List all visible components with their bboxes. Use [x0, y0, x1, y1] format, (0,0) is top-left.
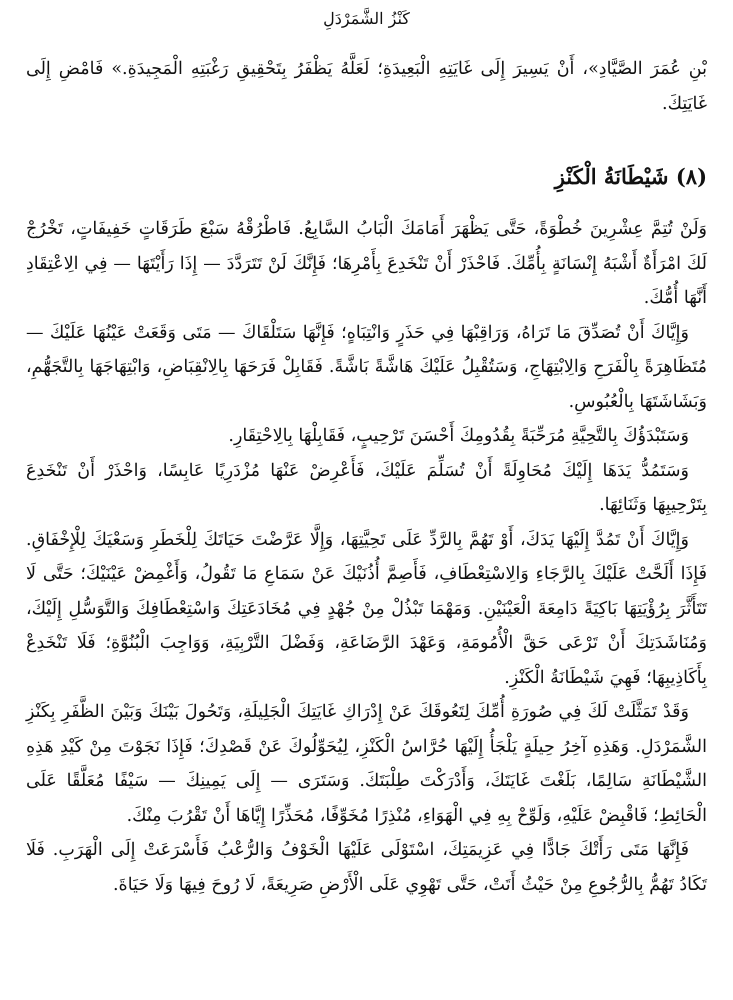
book-page [26, 0, 707, 1000]
paragraph-7: فَإِنَّهَا مَتَى رَأَتْكَ جَادًّا فِي عَزِيمَتِكَ، اسْتَوْلَى عَلَيْهَا الْخَوْفُ وَالرُّعْبُ فَأَسْرَعَتْ إِلَى الْهَرَبِ. فَلَا تَكَادُ تَهُمُّ بِالرُّجُوعِ مِنْ حَيْثُ أَتَتْ، حَتَّى تَهْوِي عَلَى الْأَرْضِ صَرِيعَةً، لَا رُوحَ فِيهَا وَلَا حَيَاةَ. [26, 840, 707, 895]
intro-paragraph: بْنِ عُمَرَ الصَّيَّادِ»، أَنْ يَسِيرَ إِلَى غَايَتِهِ الْبَعِيدَةِ؛ لَعَلَّهُ يَظْفَرُ بِتَحْقِيقِ رَغْبَتِهِ الْمَجِيدَةِ.» فَامْضِ إِلَى غَايَتِكَ. [26, 59, 707, 114]
paragraph-2: وَإِيَّاكَ أَنْ تُصَدِّقَ مَا تَرَاهُ، وَرَاقِبْهَا فِي حَذَرٍ وَانْتِبَاهٍ؛ فَإِنَّهَا سَتَلْقَاكَ — مَتَى وَقَعَتْ عَيْنُهَا عَلَيْكَ — مُتَظَاهِرَةً بِالْفَرَحِ وَالِابْتِهَاجِ، وَسَتُقْبِلُ عَلَيْكَ هَاشَّةً بَاشَّةً. فَقَابِلْ فَرَحَهَا بِالِانْقِبَاضِ، وَابْتِهَاجَهَا بِالتَّجَهُّمِ، وَبَشَاشَتَهَا بِالْعُبُوسِ. [26, 322, 707, 412]
paragraph-3: وَسَتَبْدَؤُكَ بِالتَّحِيَّةِ مُرَحِّبَةً بِقُدُومِكَ أَحْسَنَ تَرْحِيبٍ، فَقَابِلْهَا بِالِاحْتِقَارِ. [228, 426, 689, 446]
running-title: كَنْزُ الشَّمَرْدَلِ [323, 9, 410, 28]
chapter-body [26, 212, 707, 902]
paragraph-6: وَقَدْ تَمَثَّلَتْ لَكَ فِي صُورَةِ أُمِّكَ لِتَعُوقَكَ عَنْ إِدْرَاكِ غَايَتِكَ الْجَلِيلَةِ، وَتَحُولَ بَيْنَكَ وَبَيْنَ الظَّفَرِ بِكَنْزِ الشَّمَرْدَلِ. وَهَذِهِ آخِرُ حِيلَةٍ يَلْجَأُ إِلَيْهَا حُرَّاسُ الْكَنْزِ، لِيُحَوِّلُوكَ عَنْ قَصْدِكَ؛ فَإِذَا نَجَوْتَ مِنْ كَيْدِ هَذِهِ الشَّيْطَانَةِ سَالِمًا، بَلَغْتَ غَايَتَكَ، وَأَدْرَكْتَ طِلْبَتَكَ. وَسَتَرَى — إِلَى يَمِينِكَ — سَيْفًا مُعَلَّقًا عَلَى الْحَائِطِ؛ فَاقْبِضْ عَلَيْهِ، وَلَوِّحْ بِهِ فِي الْهَوَاءِ، مُنْذِرًا مُخَوِّفًا، مُحَذِّرًا إِيَّاهَا أَنْ تَقْرُبَ مِنْكَ. [26, 702, 707, 826]
paragraph-5: وَإِيَّاكَ أَنْ تَمُدَّ إِلَيْهَا يَدَكَ، أَوْ تَهُمَّ بِالرَّدِّ عَلَى تَحِيَّتِهَا، وَإِلَّا عَرَّضْتَ حَيَاتَكَ لِلْخَطَرِ وَسَعْيَكَ لِلْإِخْفَاقِ. فَإِذَا أَلَحَّتْ عَلَيْكَ بِالرَّجَاءِ وَالِاسْتِعْطَافِ، فَأَصِمَّ أُذُنَيْكَ عَنْ سَمَاعِ مَا تَقُولُ، وَأَغْمِضْ عَيْنَيْكَ؛ حَتَّى لَا تَتَأَثَّرَ بِرُؤْيَتِهَا بَاكِيَةً دَامِعَةَ الْعَيْنَيْنِ. وَمَهْمَا تَبْذُلْ مِنْ جُهْدٍ فِي مُخَادَعَتِكَ وَاسْتِعْطَافِكَ وَالتَّوَسُّلِ إِلَيْكَ، وَمُنَاشَدَتِكَ أَنْ تَرْعَى حَقَّ الْأُمُومَةِ، وَعَهْدَ الرَّضَاعَةِ، وَفَضْلَ التَّرْبِيَةِ، وَوَاجِبَ الْبُنُوَّةِ؛ فَلَا تَنْخَدِعْ بِأَكَاذِيبِهَا؛ فَهِيَ شَيْطَانَةُ الْكَنْزِ. [26, 529, 707, 688]
paragraph-1: وَلَنْ تُتِمَّ عِشْرِينَ خُطْوَةً، حَتَّى يَظْهَرَ أَمَامَكَ الْبَابُ السَّابِعُ. فَاطْرُقْهُ سَبْعَ طَرَقَاتٍ خَفِيفَاتٍ، تَخْرُجْ لَكَ امْرَأَةٌ أَشْبَهُ إِنْسَانَةٍ بِأُمِّكَ. فَاحْذَرْ أَنْ تَنْخَدِعَ بِأَمْرِهَا؛ فَإِنَّكَ لَنْ تَتَرَدَّدَ — إِذَا رَأَيْتَهَا — فِي الِاعْتِقَادِ أَنَّهَا أُمُّكَ. [26, 219, 707, 308]
chapter-heading: (٨) شَيْطَانَةُ الْكَنْزِ [554, 164, 707, 189]
paragraph-4: وَسَتَمُدُّ يَدَهَا إِلَيْكَ مُحَاوِلَةً أَنْ تُسَلِّمَ عَلَيْكَ، فَأَعْرِضْ عَنْهَا مُزْدَرِيًا عَابِسًا، وَاحْذَرْ أَنْ تَنْخَدِعَ بِتَرْحِيبِهَا وَثَنَائِهَا. [26, 460, 707, 515]
